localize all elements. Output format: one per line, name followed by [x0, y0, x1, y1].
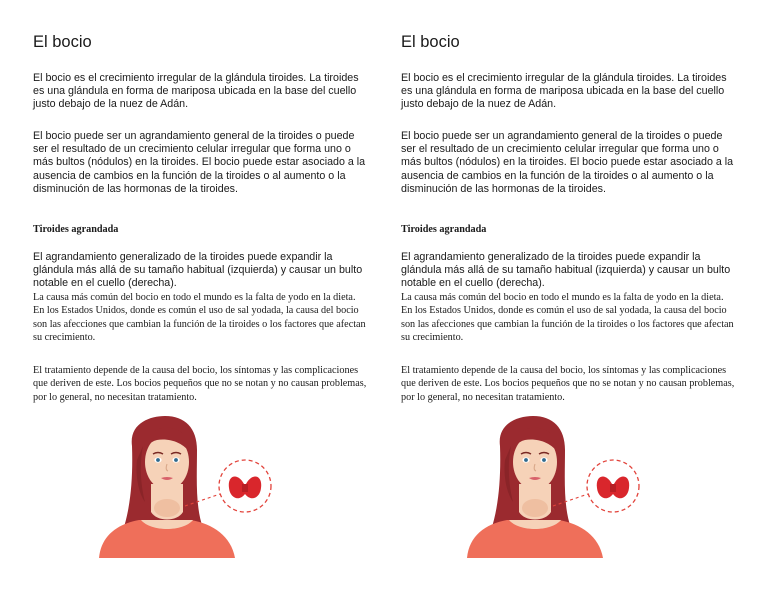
section-heading: Tiroides agrandada	[33, 224, 119, 235]
cause-paragraph: La causa más común del bocio en todo el mundo es la falta de yodo en la dieta. En los Estados Unidos, donde es común el uso de sal yodada, la causa del bocio son las afecciones que cambian la función de la tiroides o los factores que afectan su crecimiento.	[401, 292, 734, 343]
intro-paragraph: El bocio es el crecimiento irregular de la glándula tiroides. La tiroides es una glándula en forma de mariposa ubicada en la base del cuello justo debajo de la nuez de Adán.	[33, 72, 359, 111]
description-paragraph: El bocio puede ser un agrandamiento general de la tiroides o puede ser el resultado de un crecimiento celular irregular que forma uno o más bultos (nódulos) en la tiroides. El bocio puede estar asociado a la ausencia de cambios en la función de la tiroides o al aumento o la disminución de las hormonas de la tiroides.	[401, 130, 734, 195]
page-title: El bocio	[33, 33, 92, 51]
document-column-left	[33, 0, 373, 594]
treatment-paragraph: El tratamiento depende de la causa del bocio, los síntomas y las complicaciones que deriven de este. Los bocios pequeños que no se notan y no causan problemas, por lo general, no necesitan tratamiento.	[401, 365, 735, 403]
cause-paragraph: La causa más común del bocio en todo el mundo es la falta de yodo en la dieta. En los Estados Unidos, donde es común el uso de sal yodada, la causa del bocio son las afecciones que cambian la función de la tiroides o los factores que afectan su crecimiento.	[33, 292, 366, 343]
document-column-right	[401, 0, 741, 594]
enlargement-paragraph: El agrandamiento generalizado de la tiroides puede expandir la glándula más allá de su tamaño habitual (izquierda) y causar un bulto notable en el cuello (derecha).	[33, 251, 363, 290]
section-heading: Tiroides agrandada	[401, 224, 487, 235]
woman-goiter-illustration-icon	[467, 416, 657, 558]
enlargement-paragraph: El agrandamiento generalizado de la tiroides puede expandir la glándula más allá de su tamaño habitual (izquierda) y causar un bulto notable en el cuello (derecha).	[401, 251, 731, 290]
intro-paragraph: El bocio es el crecimiento irregular de la glándula tiroides. La tiroides es una glándula en forma de mariposa ubicada en la base del cuello justo debajo de la nuez de Adán.	[401, 72, 727, 111]
woman-goiter-illustration-icon	[99, 416, 289, 558]
description-paragraph: El bocio puede ser un agrandamiento general de la tiroides o puede ser el resultado de un crecimiento celular irregular que forma uno o más bultos (nódulos) en la tiroides. El bocio puede estar asociado a la ausencia de cambios en la función de la tiroides o al aumento o la disminución de las hormonas de la tiroides.	[33, 130, 366, 195]
treatment-paragraph: El tratamiento depende de la causa del bocio, los síntomas y las complicaciones que deriven de este. Los bocios pequeños que no se notan y no causan problemas, por lo general, no necesitan tratamiento.	[33, 365, 367, 403]
page-title: El bocio	[401, 33, 460, 51]
